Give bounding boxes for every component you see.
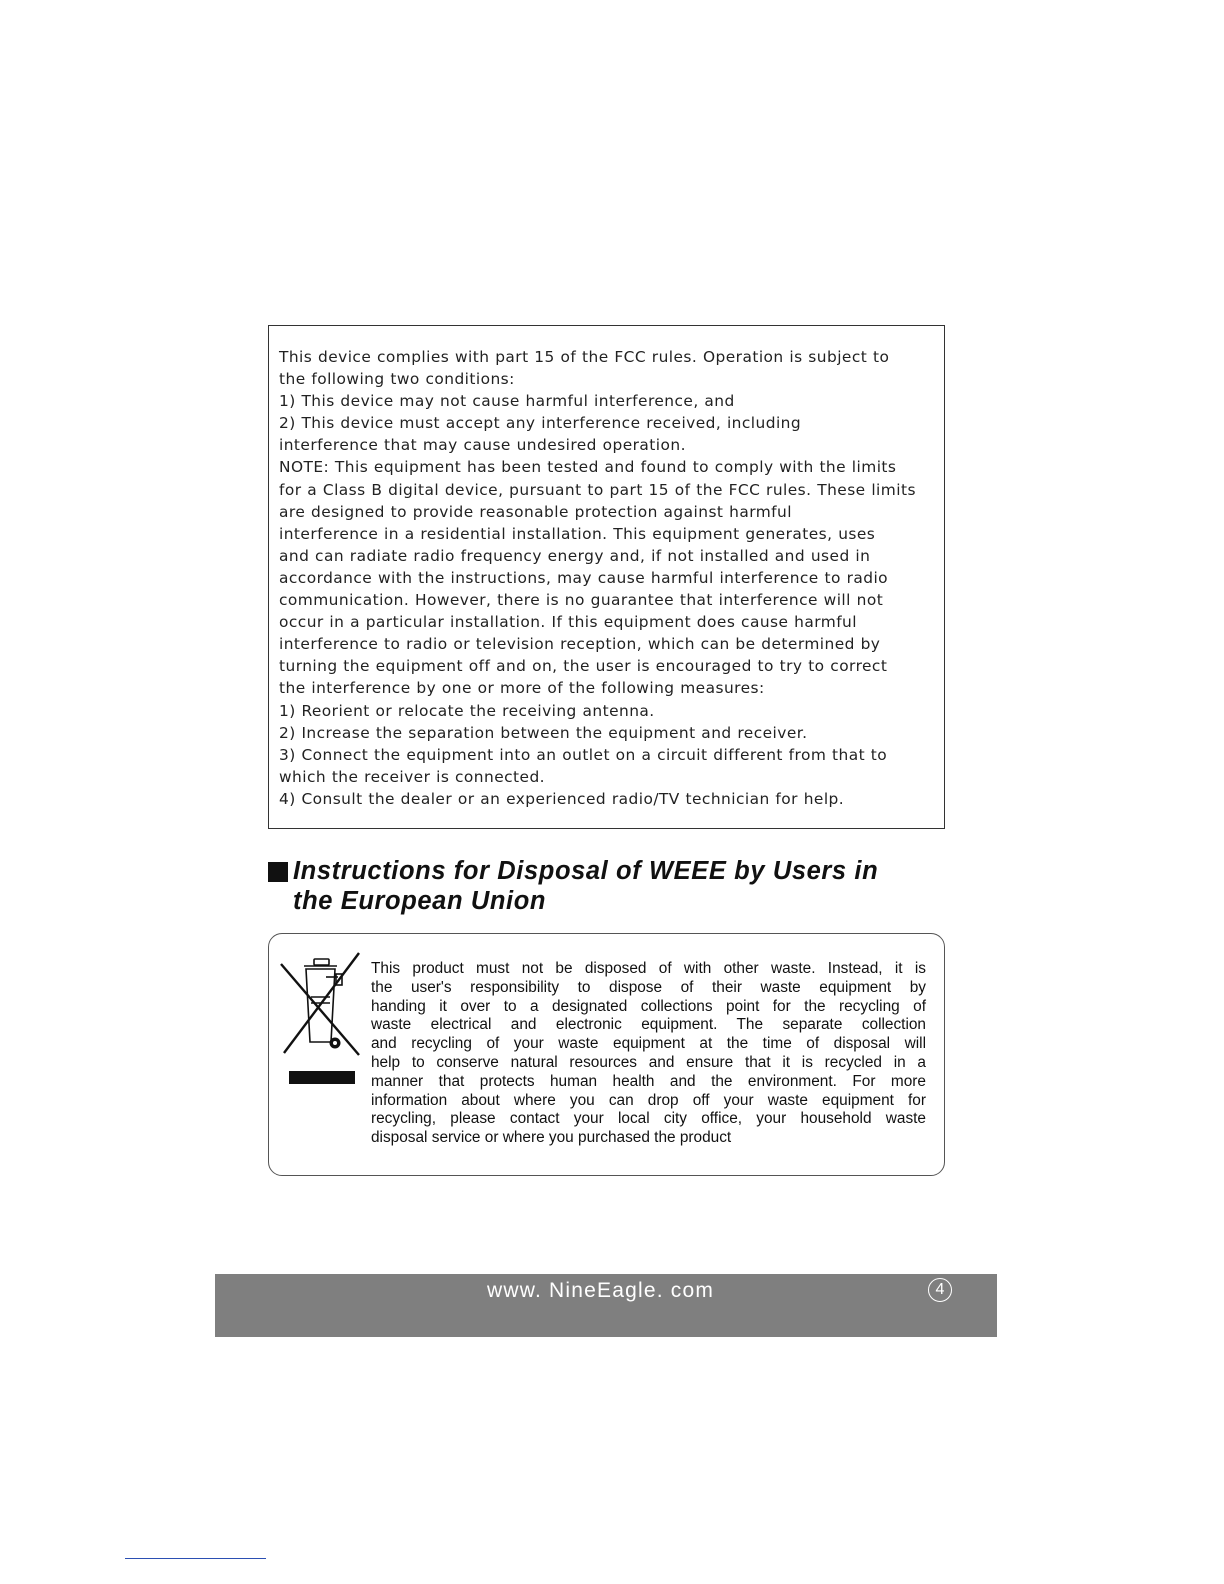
square-bullet-icon xyxy=(268,862,288,882)
weee-heading xyxy=(268,857,968,916)
fcc-line: 2) Increase the separation between the equipment and receiver. xyxy=(279,723,808,742)
fcc-line: and can radiate radio frequency energy and, if not installed and used in xyxy=(279,546,871,565)
fcc-notice-box xyxy=(268,325,945,829)
weee-body-line: This product must not be disposed of with other waste. Instead, it is xyxy=(371,960,926,977)
bin-underline-bar xyxy=(289,1071,355,1084)
fcc-line: interference to radio or television reception, which can be determined by xyxy=(279,635,881,654)
fcc-line: interference that may cause undesired operation. xyxy=(279,436,686,455)
weee-heading-line: the European Union xyxy=(293,886,547,915)
fcc-line: turning the equipment off and on, the user is encouraged to try to correct xyxy=(279,657,888,676)
fcc-line: for a Class B digital device, pursuant to part 15 of the FCC rules. These limits xyxy=(279,480,916,499)
weee-body-line: disposal service or where you purchased the product xyxy=(371,1129,732,1147)
weee-notice-box xyxy=(268,933,945,1176)
weee-body-line: recycling, please contact your local city office, your household waste xyxy=(371,1110,926,1128)
fcc-line: are designed to provide reasonable protection against harmful xyxy=(279,502,792,521)
weee-body-line: handing it over to a designated collections point for the recycling of xyxy=(371,997,926,1015)
footer-bar xyxy=(215,1274,997,1337)
fcc-line: 1) This device may not cause harmful interference, and xyxy=(279,392,735,411)
weee-body-line: the user's responsibility to dispose of their waste equipment by xyxy=(371,978,926,996)
page-number: 4 xyxy=(928,1278,952,1302)
fcc-line: 2) This device must accept any interference received, including xyxy=(279,414,802,433)
fcc-line: 1) Reorient or relocate the receiving antenna. xyxy=(279,701,655,720)
fcc-line: 3) Connect the equipment into an outlet on a circuit different from that to xyxy=(279,745,888,764)
weee-body-line: and recycling of your waste equipment at the time of disposal will xyxy=(371,1035,926,1053)
crossed-out-wheelie-bin-icon xyxy=(280,947,360,1057)
weee-body-line: help to conserve natural resources and ensure that it is recycled in a xyxy=(371,1053,926,1071)
bottom-rule xyxy=(125,1558,266,1559)
fcc-line: 4) Consult the dealer or an experienced radio/TV technician for help. xyxy=(279,789,845,808)
fcc-line: NOTE: This equipment has been tested and found to comply with the limits xyxy=(279,458,897,477)
fcc-line: the following two conditions: xyxy=(279,370,515,389)
weee-heading-line: Instructions for Disposal of WEEE by Users in xyxy=(293,857,879,885)
fcc-line: which the receiver is connected. xyxy=(279,767,546,786)
fcc-line: occur in a particular installation. If this equipment does cause harmful xyxy=(279,613,857,632)
weee-body-line: waste electrical and electronic equipment. The separate collection xyxy=(371,1016,926,1034)
fcc-line: communication. However, there is no guarantee that interference will not xyxy=(279,591,884,610)
fcc-line: the interference by one or more of the following measures: xyxy=(279,679,765,698)
fcc-line: This device complies with part 15 of the FCC rules. Operation is subject to xyxy=(279,348,890,366)
footer-url: www. NineEagle. com xyxy=(487,1279,715,1302)
fcc-line: accordance with the instructions, may cause harmful interference to radio xyxy=(279,568,889,587)
weee-body-line: information about where you can drop off your waste equipment for xyxy=(371,1091,926,1109)
fcc-line: interference in a residential installation. This equipment generates, uses xyxy=(279,524,876,543)
weee-body-text xyxy=(371,960,926,1148)
weee-body-line: manner that protects human health and the environment. For more xyxy=(371,1072,926,1090)
